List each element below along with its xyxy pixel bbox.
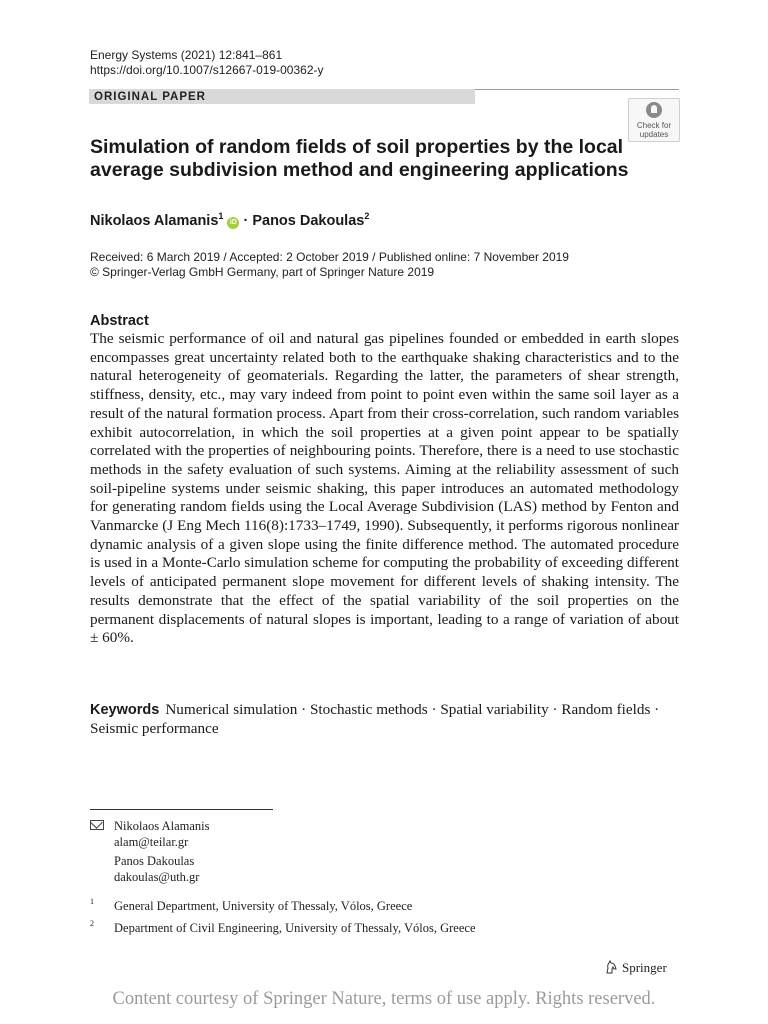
coauthor-email[interactable]: dakoulas@uth.gr [114, 870, 200, 884]
journal-citation: Energy Systems (2021) 12:841–861 [90, 48, 283, 62]
orcid-icon[interactable]: iD [227, 217, 239, 229]
author-affiliation-ref: 2 [364, 211, 370, 221]
courtesy-notice: Content courtesy of Springer Nature, terms of use apply. Rights reserved. [112, 989, 656, 1009]
abstract-text: The seismic performance of oil and natural gas pipelines founded or embedded in earth slopes encompasses great uncertainty related both to the earthquake shaking characteristics and to the natural heterogeneity of geomaterials. Regarding the latter, the parameters of shear strength, stiffness, density, etc., may vary indeed from point to point even within the same soil layer as a result of the natural formation process. Apart from their cross-correlation, such random variables exhibit autocorrelation, in which the soil properties at a given point appear to be spatially correlated with the properties of neighbouring points. Therefore, there is a need to use stochastic methods in the safety evaluation of such systems. Aiming at the reliability assessment of such soil-pipeline systems under seismic shaking, this paper introduces an automated methodology for generating random fields using the Local Average Subdivision (LAS) method by Fenton and Vanmarcke (J Eng Mech 116(8):1733–1749, 1990). Subsequently, it performs rigorous nonlinear dynamic analysis of a given slope using the finite difference method. The automated procedure is used in a Monte-Carlo simulation scheme for computing the probability of exceeding different levels of anticipated permanent slope movement for different levels of shaking intensity. The results demonstrate that the effect of the spatial variability of the soil properties on the permanent displacements of natural slopes is important, leading to a range of variation of about ± 60%. [90, 330, 679, 647]
coauthor-name: Panos Dakoulas [114, 854, 195, 868]
affiliation-text: General Department, University of Thessaly, Vólos, Greece [114, 899, 413, 913]
envelope-icon [90, 820, 104, 830]
publisher-logo [604, 959, 667, 977]
corresponding-author-email[interactable]: alam@teilar.gr [114, 835, 189, 849]
article-title: Simulation of random fields of soil properties by the local average subdivision method and engineering applications [90, 136, 629, 181]
copyright-line: © Springer-Verlag GmbH Germany, part of Springer Nature 2019 [90, 265, 435, 279]
keywords-heading: Keywords [90, 702, 160, 718]
publication-dates [90, 250, 569, 280]
check-updates-icon [646, 102, 662, 118]
footnote-divider [90, 809, 273, 810]
author-name[interactable]: Nikolaos Alamanis [90, 213, 219, 229]
affiliation-number: 2 [90, 919, 94, 928]
springer-horse-icon [604, 960, 618, 974]
keywords-list: Numerical simulation · Stochastic methods · Spatial variability · Random fields · Seismic performance [90, 701, 660, 737]
corresponding-author-name: Nikolaos Alamanis [114, 819, 210, 833]
check-updates-label: Check for updates [636, 121, 672, 139]
keywords-section [90, 701, 679, 738]
publisher-name: Springer [622, 960, 667, 975]
author-separator: · [243, 213, 249, 229]
journal-doi[interactable]: https://doi.org/10.1007/s12667-019-00362-y [90, 63, 324, 77]
author-list [90, 207, 369, 230]
journal-header [90, 48, 324, 78]
author-name[interactable]: Panos Dakoulas [252, 213, 365, 229]
affiliation-text: Department of Civil Engineering, University of Thessaly, Vólos, Greece [114, 921, 476, 935]
abstract-heading: Abstract [90, 313, 149, 329]
article-type-rule [475, 89, 679, 90]
affiliation-number: 1 [90, 897, 94, 906]
article-type-label: ORIGINAL PAPER [94, 91, 206, 103]
history-dates: Received: 6 March 2019 / Accepted: 2 October 2019 / Published online: 7 November 2019 [90, 250, 569, 264]
author-affiliation-ref: 1 [218, 211, 224, 221]
